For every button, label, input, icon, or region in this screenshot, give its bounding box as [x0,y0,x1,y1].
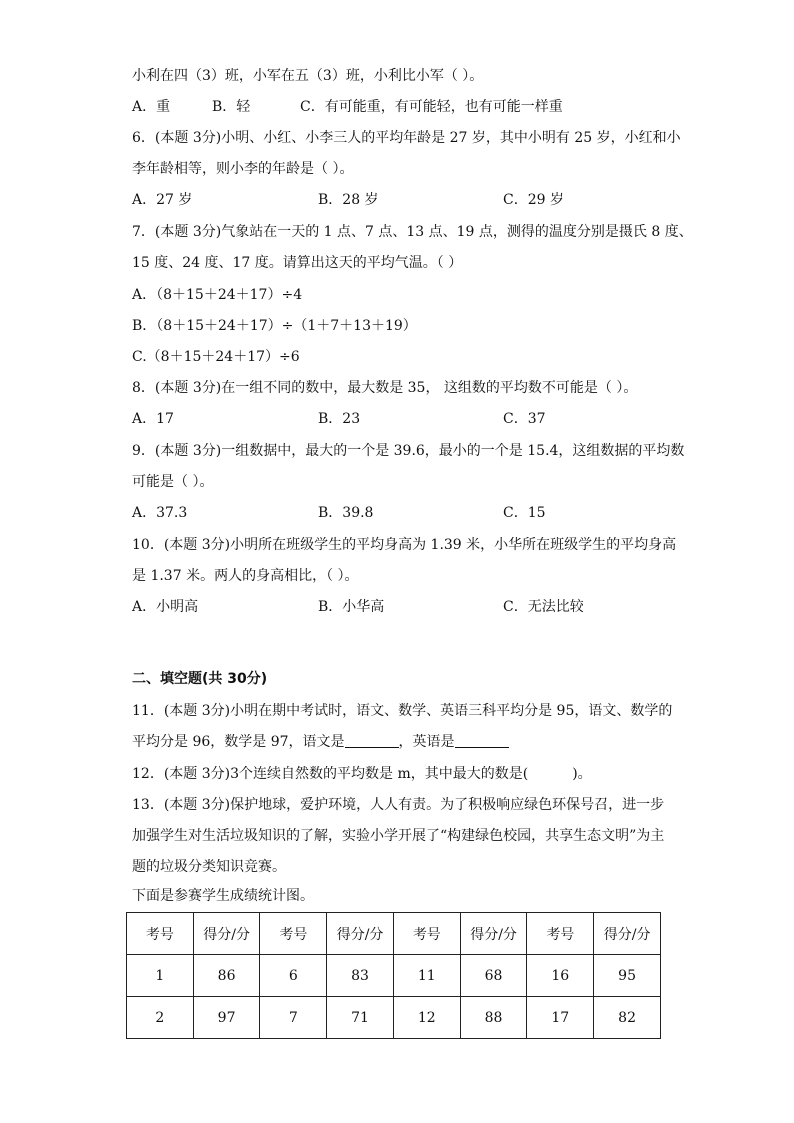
q8-option-c: C．37 [503,411,546,427]
q10-stem-line1: 10．(本题 3分)小明所在班级学生的平均身高为 1.39 米，小华所在班级学生的平均身高 [132,537,677,553]
score-table [126,912,661,1039]
table-cell: 16 [527,955,594,997]
q11-answer-blank-chinese[interactable] [345,733,399,748]
table-cell: 97 [193,997,260,1039]
q9-option-a: A．37.3 [132,505,188,521]
q12-text-a: 12．(本题 3分)3个连续自然数的平均数是 m，其中最大的数是( [132,766,529,782]
table-cell: 12 [393,997,460,1039]
table-cell: 83 [327,955,394,997]
q7-option-a: A．（8＋15＋24＋17）÷4 [132,287,303,303]
section-heading: 二、填空题(共 30分) [132,671,268,687]
table-cell: 82 [594,997,661,1039]
q5-option-a: A．重 [132,99,171,115]
q9-stem-line2: 可能是（ ）。 [132,474,214,490]
q9-option-c: C．15 [503,505,546,521]
q7-option-c: C.（8＋15＋24＋17）÷6 [132,349,300,365]
q13-stem-line2: 加强学生对生活垃圾知识的了解，实验小学开展了“构建绿色校园，共享生态文明”为主 [132,828,665,844]
table-header-cell: 考号 [260,913,327,955]
q13-stem-line1: 13．(本题 3分)保护地球，爱护环境，人人有责。为了积极响应绿色环保号召，进一步 [132,797,665,813]
q13-stem-line3: 题的垃圾分类知识竞赛。 [132,859,286,875]
q6-stem-line2: 李年龄相等，则小李的年龄是（ ）。 [132,161,354,177]
q10-stem-line2: 是 1.37 米。两人的身高相比，（ ）。 [132,568,359,584]
table-row [127,997,661,1039]
q11-stem-line1: 11．(本题 3分)小明在期中考试时，语文、数学、英语三科平均分是 95，语文、数学的 [132,703,673,719]
table-header-cell: 考号 [393,913,460,955]
q5-option-c: C．有可能重，有可能轻，也有可能一样重 [300,99,563,115]
q7-stem-line2: 15 度、24 度、17 度。请算出这天的平均气温。（ ） [132,255,463,271]
q12-stem [132,764,592,784]
table-cell: 86 [193,955,260,997]
table-cell: 17 [527,997,594,1039]
table-cell: 6 [260,955,327,997]
table-cell: 7 [260,997,327,1039]
table-cell: 2 [127,997,194,1039]
table-cell: 71 [327,997,394,1039]
q10-option-a: A．小明高 [132,599,199,615]
q7-option-b: B．（8＋15＋24＋17）÷（1＋7＋13＋19） [132,318,417,334]
table-cell: 11 [393,955,460,997]
q8-option-b: B．23 [318,411,361,427]
q5-stem: 小利在四（3）班，小军在五（3）班，小利比小军（ ）。 [132,68,484,84]
q11-text-a: 平均分是 96，数学是 97，语文是 [132,734,345,750]
table-cell: 88 [460,997,527,1039]
table-header-cell: 得分/分 [594,913,661,955]
table-header-cell: 得分/分 [327,913,394,955]
table-header-row [127,913,661,955]
q7-stem-line1: 7．(本题 3分)气象站在一天的 1 点、7 点、13 点、19 点，测得的温度分别是摄氏 8 度、 [132,224,693,240]
table-cell: 95 [594,955,661,997]
q5-option-b: B．轻 [212,99,251,115]
q9-option-b: B．39.8 [318,505,374,521]
q11-stem-line2 [132,732,509,752]
table-header-cell: 得分/分 [193,913,260,955]
table-header-cell: 考号 [127,913,194,955]
table-header-cell: 考号 [527,913,594,955]
q9-stem-line1: 9．(本题 3分)一组数据中，最大的一个是 39.6，最小的一个是 15.4，这组数据的平均数 [132,443,685,459]
q12-text-b: )。 [572,766,592,782]
q10-option-c: C．无法比较 [503,599,584,615]
q6-stem-line1: 6．(本题 3分)小明、小红、小李三人的平均年龄是 27 岁，其中小明有 25 岁，小红和小 [132,130,681,146]
q6-option-b: B．28 岁 [318,192,379,208]
table-header-cell: 得分/分 [460,913,527,955]
q8-option-a: A．17 [132,411,174,427]
q8-stem: 8．(本题 3分)在一组不同的数中，最大数是 35， 这组数的平均数不可能是（ ）。 [132,380,638,396]
table-row [127,955,661,997]
table-cell: 68 [460,955,527,997]
q13-stem-line4: 下面是参赛学生成绩统计图。 [132,888,314,904]
q10-option-b: B．小华高 [318,599,385,615]
q6-option-a: A．27 岁 [132,192,193,208]
q11-text-b: ，英语是 [398,734,455,750]
q11-answer-blank-english[interactable] [455,733,509,748]
q6-option-c: C．29 岁 [503,192,564,208]
table-cell: 1 [127,955,194,997]
